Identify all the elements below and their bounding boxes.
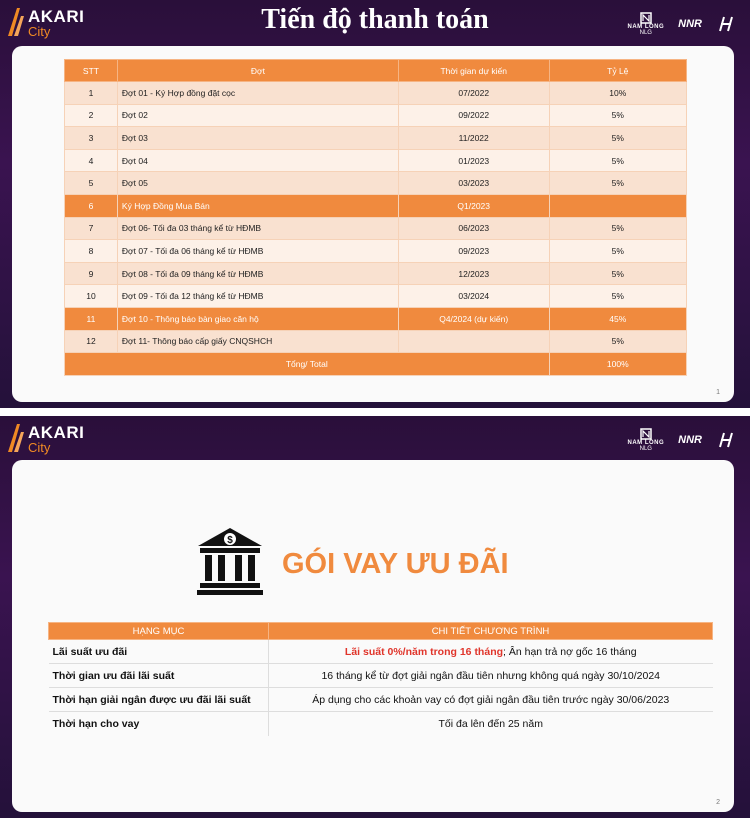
table-row: 9 Đợt 08 - Tối đa 09 tháng kể từ HĐMB 12/2023 5% [65,262,687,285]
loan-card [12,460,734,812]
payment-table [64,59,687,376]
loan-title: GÓI VAY ƯU ĐÃI [282,548,509,580]
table-row: Lãi suất ưu đãi Lãi suất 0%/năm trong 16 tháng; Ân hạn trả nợ gốc 16 tháng [49,640,713,664]
table-total-row [65,353,687,376]
total-value: 100% [549,353,686,376]
partner-logos [627,8,736,40]
table-row-highlight: 6 Ký Hợp Đồng Mua Bán Q1/2023 [65,194,687,217]
table-row: Thời gian ưu đãi lãi suất 16 tháng kể từ đợt giải ngân đầu tiên nhưng không quá ngày 30/10/2024 [49,664,713,688]
table-row: 8 Đợt 07 - Tối đa 06 tháng kể từ HĐMB 09/2023 5% [65,240,687,263]
col-category: HẠNG MỤC [49,623,269,640]
slide-header [0,416,750,462]
namlong-sub: NLG [639,446,652,452]
akari-logo-icon [8,424,26,452]
table-row: 7 Đợt 06- Tối đa 03 tháng kể từ HĐMB 06/2023 5% [65,217,687,240]
table-row: 10 Đợt 09 - Tối đa 12 tháng kể từ HĐMB 03/2024 5% [65,285,687,308]
table-header-row [49,623,713,640]
namlong-name: NAM LONG [627,24,665,30]
namlong-logo [627,12,664,36]
table-row: 2 Đợt 02 09/2022 5% [65,104,687,127]
table-row: 1 Đợt 01 - Ký Hợp đồng đặt cọc 07/2022 10% [65,82,687,105]
payment-card [12,46,734,402]
logo-sub: City [28,24,51,39]
logo-sub: City [28,440,51,455]
col-dot: Đợt [117,60,398,82]
namlong-name: NAM LONG [627,440,665,446]
total-label: Tổng/ Total [65,353,550,376]
table-row: 4 Đợt 04 01/2023 5% [65,149,687,172]
table-row: 3 Đợt 03 11/2022 5% [65,127,687,150]
akari-logo [8,422,85,456]
logo-name: AKARI [28,7,85,26]
col-detail: CHI TIẾT CHƯƠNG TRÌNH [269,623,713,640]
highlight-rate: Lãi suất 0%/năm trong 16 tháng [344,645,504,658]
page-title: Tiến độ thanh toán [261,4,489,35]
table-row: Thời hạn giải ngân được ưu đãi lãi suất Áp dụng cho các khoản vay có đợt giải ngân đầu tiên trước ngày 30/06/2023 [49,688,713,712]
table-row: 12 Đợt 11- Thông báo cấp giấy CNQSHCH 5% [65,330,687,353]
svg-text:$: $ [227,535,233,546]
slide-payment-schedule [0,0,750,408]
slide-loan-package [0,416,750,818]
table-header-row [65,60,687,82]
slide-header [0,0,750,46]
partner-logos [627,424,736,456]
col-time: Thời gian dự kiến [398,60,549,82]
nnr-logo: NNR [678,18,702,30]
table-row: 5 Đợt 05 03/2023 5% [65,172,687,195]
page-number: 2 [716,799,720,806]
hankyu-logo-icon [716,431,736,449]
hankyu-logo-icon [716,15,736,33]
page-number: 1 [716,389,720,396]
nnr-logo: NNR [678,434,702,446]
namlong-sub: NLG [639,30,652,36]
col-rate: Tỷ Lệ [549,60,686,82]
table-row-highlight: 11 Đợt 10 - Thông báo bàn giao căn hộ Q4/2024 (dự kiến) 45% [65,307,687,330]
namlong-logo [627,428,664,452]
namlong-icon [640,12,652,24]
col-stt: STT [65,60,118,82]
logo-name: AKARI [28,423,85,442]
loan-table [48,622,713,736]
bank-icon [196,526,264,596]
table-row: Thời hạn cho vay Tối đa lên đến 25 năm [49,712,713,736]
namlong-icon [640,428,652,440]
